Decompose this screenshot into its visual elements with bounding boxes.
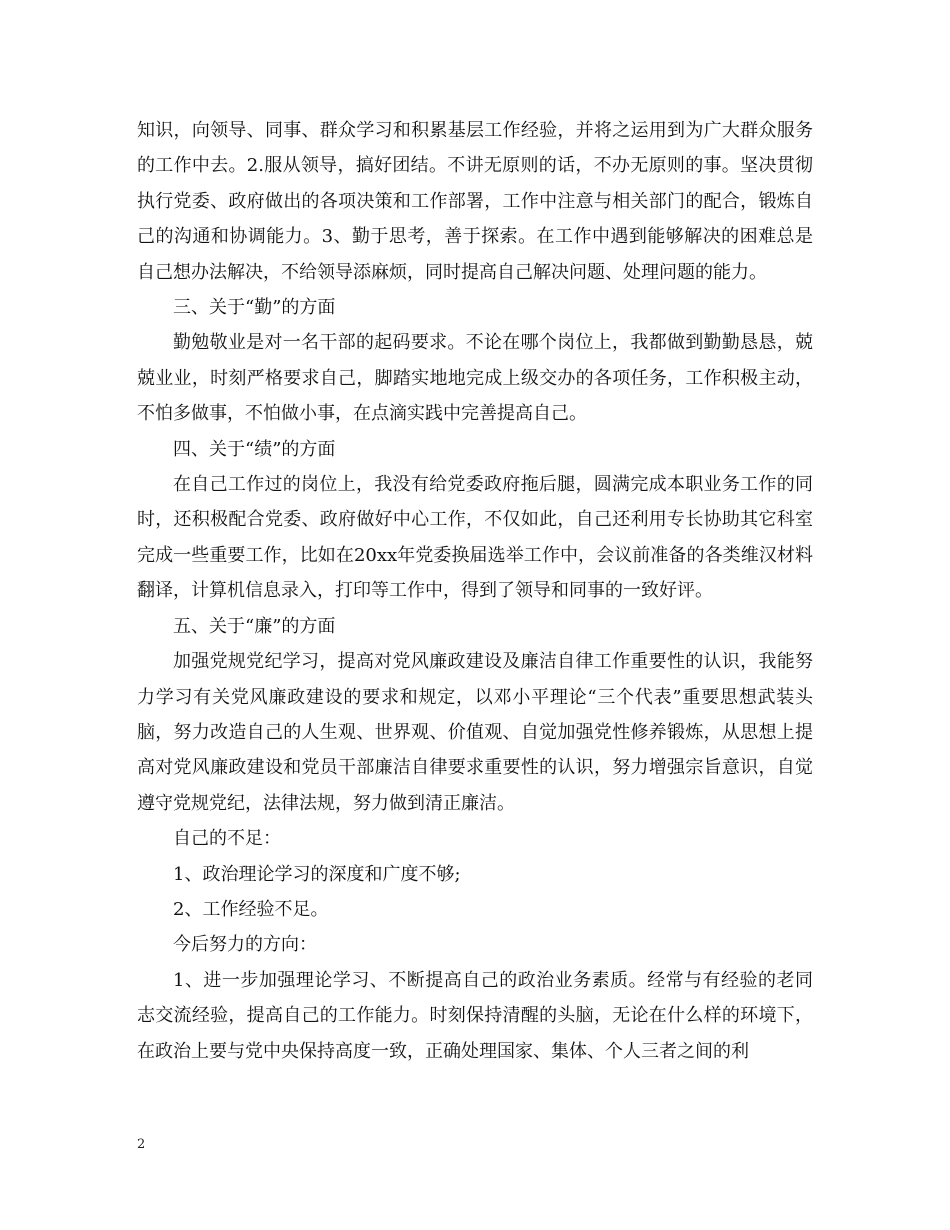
shortcomings-heading: 自己的不足： <box>173 828 281 850</box>
paragraph-lian-body: 加强党规党纪学习，提高对党风廉政建设及廉洁自律工作重要性的认识，我能努力学习有关党风廉政建设的要求和规定，以邓小平理论“三个代表”重要思想武装头脑，努力改造自己的人生观、世界观、价值观、自觉加强党性修养锻炼，从思想上提高对党风廉政建设和党员干部廉洁自律要求重要性的认识，努力增强宗旨意识，自觉遵守党规党纪，法律法规，努力做到清正廉洁。 <box>137 651 813 814</box>
paragraph-ji-body: 在自己工作过的岗位上，我没有给党委政府拖后腿，圆满完成本职业务工作的同时，还积极配合党委、政府做好中心工作，不仅如此，自己还利用专长协助其它科室完成一些重要工作，比如在20xx年党委换届选举工作中，会议前准备的各类维汉材料翻译，计算机信息录入，打印等工作中，得到了领导和同事的一致好评。 <box>137 474 813 602</box>
shortcoming-item-1: 1、政治理论学习的深度和广度不够; <box>173 863 461 885</box>
shortcoming-item-2: 2、工作经验不足。 <box>173 898 329 920</box>
page-number: 2 <box>137 1137 146 1152</box>
paragraph-1: 知识，向领导、同事、群众学习和积累基层工作经验，并将之运用到为广大群众服务的工作中去。2.服从领导，搞好团结。不讲无原则的话，不办无原则的事。坚决贯彻执行党委、政府做出的各项决策和工作部署，工作中注意与相关部门的配合，锻炼自己的沟通和协调能力。3、勤于思考，善于探索。在工作中遇到能够解决的困难总是自己想办法解决，不给领导添麻烦，同时提高自己解决问题、处理问题的能力。 <box>137 120 813 283</box>
section-heading-lian: 五、关于“廉”的方面 <box>173 615 336 637</box>
section-heading-ji: 四、关于“绩”的方面 <box>173 438 336 460</box>
direction-heading: 今后努力的方向： <box>173 934 317 956</box>
document-body <box>137 113 813 1069</box>
section-heading-qin: 三、关于“勤”的方面 <box>173 297 336 319</box>
paragraph-qin-body: 勤勉敬业是对一名干部的起码要求。不论在哪个岗位上，我都做到勤勤恳恳，兢兢业业，时刻严格要求自己，脚踏实地地完成上级交办的各项任务，工作积极主动，不怕多做事，不怕做小事，在点滴实践中完善提高自己。 <box>137 332 813 425</box>
direction-item-1: 1、进一步加强理论学习、不断提高自己的政治业务素质。经常与有经验的老同志交流经验，提高自己的工作能力。时刻保持清醒的头脑，无论在什么样的环境下，在政治上要与党中央保持高度一致，正确处理国家、集体、个人三者之间的利 <box>137 969 813 1062</box>
